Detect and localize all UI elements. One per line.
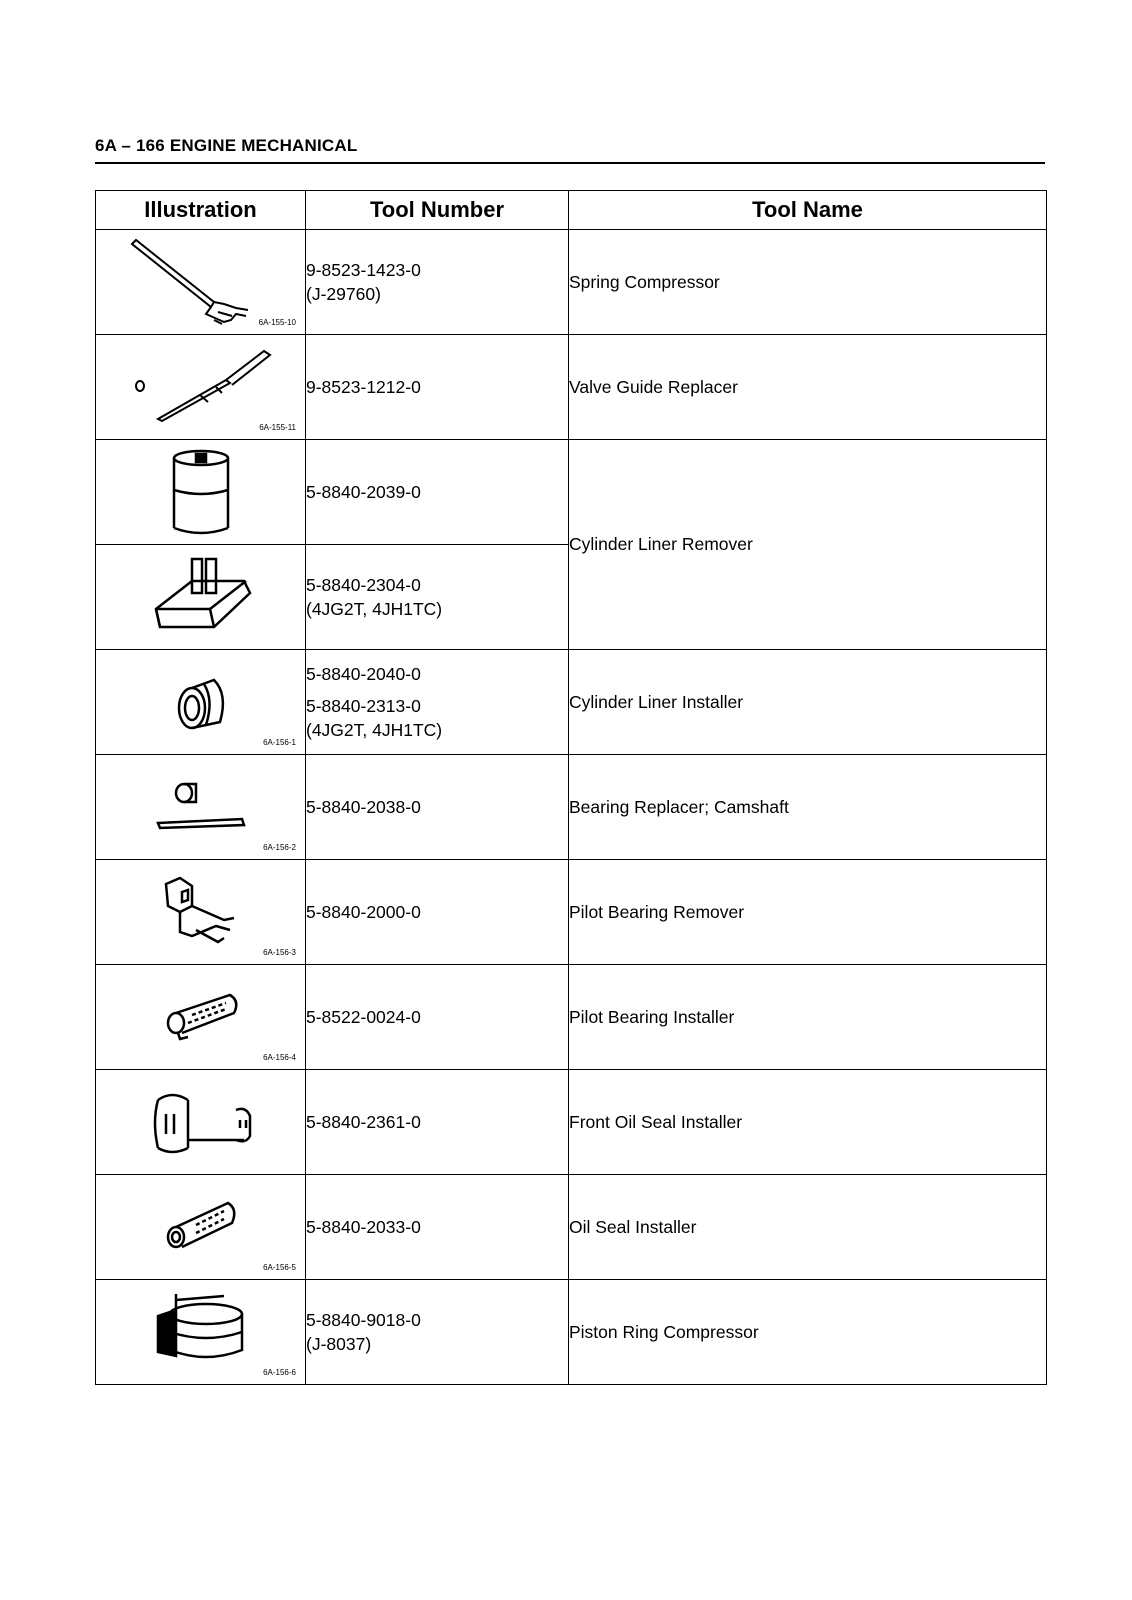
- figure-reference: 6A-155-11: [259, 423, 296, 432]
- tool-number-cell: [306, 860, 569, 965]
- tool-name-cell: Valve Guide Replacer: [569, 335, 1047, 440]
- special-tools-table: [95, 190, 1047, 1385]
- tool-number-cell: [306, 1280, 569, 1385]
- header-illustration: Illustration: [96, 191, 306, 230]
- illustration-cell: [96, 230, 306, 335]
- figure-reference: 6A-156-3: [263, 948, 296, 957]
- front-oil-seal-installer-icon: [96, 1070, 306, 1174]
- tool-number-cell: [306, 1070, 569, 1175]
- illustration-cell: [96, 965, 306, 1070]
- table-row: [96, 860, 1047, 965]
- tool-number-cell: [306, 755, 569, 860]
- cylinder-liner-remover-adapter-icon: [96, 545, 306, 649]
- figure-reference: 6A-156-6: [263, 1368, 296, 1377]
- tool-number: 5-8840-2033-0: [306, 1217, 421, 1237]
- tool-number: 5-8840-2040-0: [306, 664, 421, 684]
- tool-number: 5-8840-2000-0: [306, 902, 421, 922]
- table-header-row: [96, 191, 1047, 230]
- tool-number-cell: [306, 965, 569, 1070]
- tool-number: 5-8840-2313-0: [306, 696, 421, 716]
- tool-number: 5-8840-9018-0: [306, 1310, 421, 1330]
- table-row: [96, 965, 1047, 1070]
- figure-reference: 6A-156-2: [263, 843, 296, 852]
- tool-number-cell: [306, 545, 569, 650]
- tool-name-cell: Front Oil Seal Installer: [569, 1070, 1047, 1175]
- tool-name-cell: Cylinder Liner Installer: [569, 650, 1047, 755]
- illustration-cell: [96, 545, 306, 650]
- cylinder-liner-remover-icon: [96, 440, 306, 544]
- table-row: [96, 650, 1047, 755]
- figure-reference: 6A-156-5: [263, 1263, 296, 1272]
- tool-number: 5-8840-2361-0: [306, 1112, 421, 1132]
- tool-number: 5-8840-2039-0: [306, 482, 421, 502]
- tool-number-cell: [306, 440, 569, 545]
- table-row: [96, 1070, 1047, 1175]
- table-row: [96, 755, 1047, 860]
- tool-number-alt: (4JG2T, 4JH1TC): [306, 720, 443, 740]
- illustration-cell: [96, 335, 306, 440]
- tool-name-cell: Oil Seal Installer: [569, 1175, 1047, 1280]
- illustration-cell: [96, 1175, 306, 1280]
- tool-number-cell: [306, 650, 569, 755]
- tool-number: 9-8523-1212-0: [306, 377, 421, 397]
- tool-number-cell: [306, 230, 569, 335]
- header-tool-number: Tool Number: [306, 191, 569, 230]
- tool-number: 5-8522-0024-0: [306, 1007, 421, 1027]
- illustration-cell: [96, 650, 306, 755]
- header-tool-name: Tool Name: [569, 191, 1047, 230]
- tool-name-cell: Spring Compressor: [569, 230, 1047, 335]
- tool-name-cell: Pilot Bearing Remover: [569, 860, 1047, 965]
- illustration-cell: [96, 1070, 306, 1175]
- page-header-text: 6A – 166 ENGINE MECHANICAL: [95, 136, 358, 155]
- tool-number-cell: [306, 335, 569, 440]
- tool-number: 9-8523-1423-0: [306, 260, 421, 280]
- table-row: [96, 1175, 1047, 1280]
- figure-reference: 6A-155-10: [258, 318, 296, 327]
- tool-name-cell: Cylinder Liner Remover: [569, 440, 1047, 650]
- tool-number-alt: (J-29760): [306, 284, 381, 304]
- table-row: [96, 335, 1047, 440]
- table-row: [96, 1280, 1047, 1385]
- table-row: [96, 230, 1047, 335]
- illustration-cell: [96, 755, 306, 860]
- tool-number-cell: [306, 1175, 569, 1280]
- figure-reference: 6A-156-4: [263, 1053, 296, 1062]
- tool-name-cell: Pilot Bearing Installer: [569, 965, 1047, 1070]
- tool-number-alt: (4JG2T, 4JH1TC): [306, 599, 443, 619]
- page-header: [95, 136, 1045, 164]
- illustration-cell: [96, 440, 306, 545]
- tool-number: 5-8840-2038-0: [306, 797, 421, 817]
- table-row: [96, 440, 1047, 545]
- illustration-cell: [96, 1280, 306, 1385]
- tool-name-cell: Piston Ring Compressor: [569, 1280, 1047, 1385]
- illustration-cell: [96, 860, 306, 965]
- tool-number-alt: (J-8037): [306, 1334, 372, 1354]
- figure-reference: 6A-156-1: [263, 738, 296, 747]
- tool-number: 5-8840-2304-0: [306, 575, 421, 595]
- tool-name-cell: Bearing Replacer; Camshaft: [569, 755, 1047, 860]
